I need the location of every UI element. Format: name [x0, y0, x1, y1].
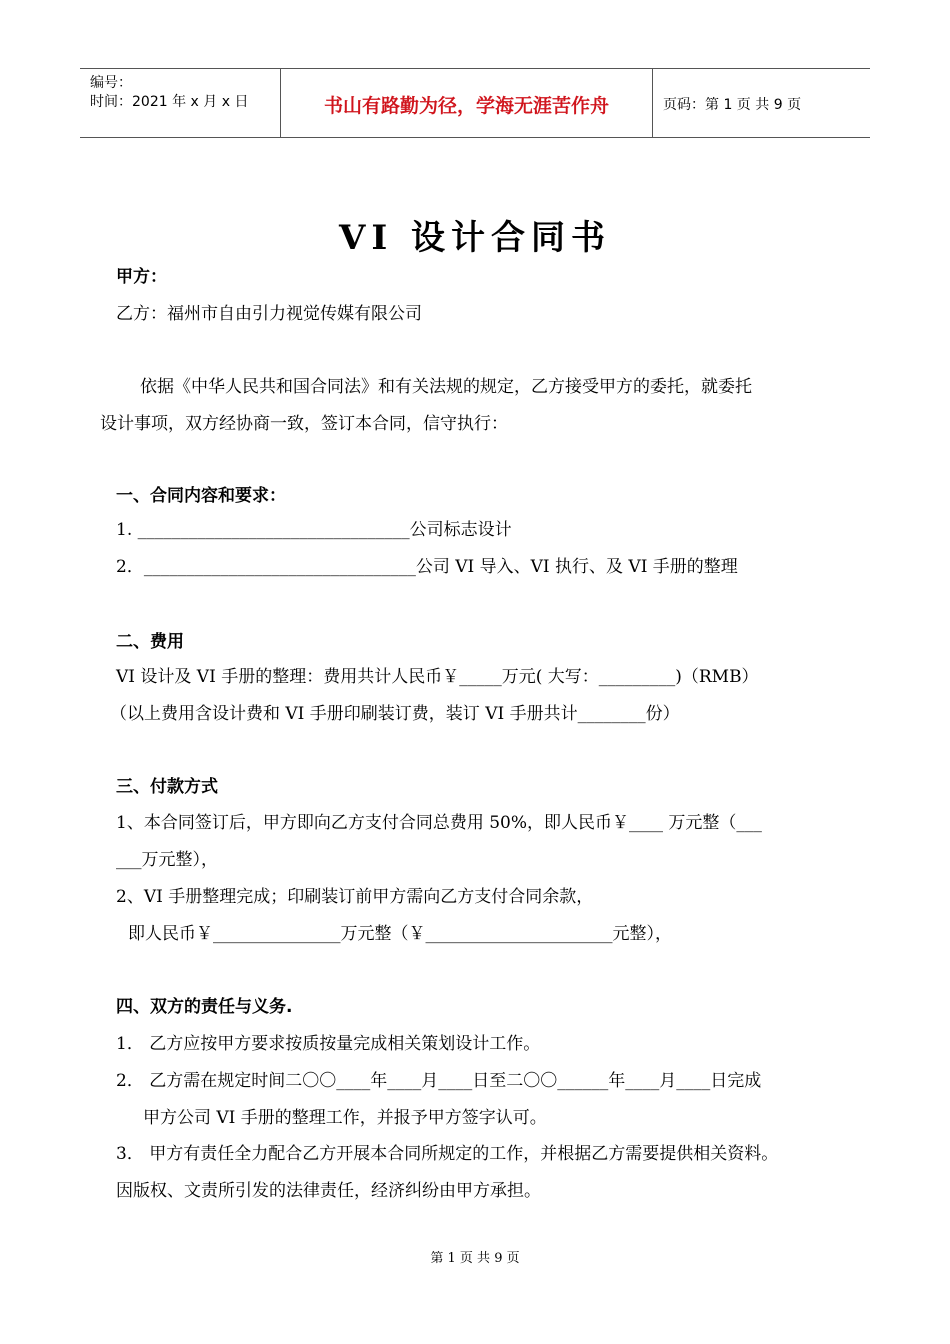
section4-line-3: 甲方公司 VI 手册的整理工作，并报予甲方签字认可。: [143, 1108, 547, 1128]
section3-line-4: 即人民币￥_______________万元整（￥______________________元整），: [128, 924, 672, 944]
section4-heading: 四、双方的责任与义务.: [116, 997, 293, 1017]
section3-line-1: 1、本合同签订后，甲方即向乙方支付合同总费用 50%，即人民币￥____ 万元整（___: [116, 813, 762, 833]
section4-line-1: 1． 乙方应按甲方要求按质按量完成相关策划设计工作。: [116, 1034, 541, 1054]
page-info: 页码：第 1 页 共 9 页: [663, 97, 802, 113]
section4-line-4: 3． 甲方有责任全力配合乙方开展本合同所规定的工作，并根据乙方需要提供相关资料。: [116, 1144, 779, 1164]
page-header: [80, 68, 870, 138]
section2-line-2: （以上费用含设计费和 VI 手册印刷装订费，装订 VI 手册共计________份）: [110, 704, 680, 724]
intro-line-1: 依据《中华人民共和国合同法》和有关法规的规定，乙方接受甲方的委托，就委托: [140, 377, 752, 397]
time-label: 时间：2021 年 x 月 x 日: [90, 94, 249, 110]
section3-line-3: 2、VI 手册整理完成；印刷装订前甲方需向乙方支付合同余款，: [116, 887, 594, 907]
page-footer: 第 1 页 共 9 页: [430, 1251, 520, 1266]
party-b: 乙方：福州市自由引力视觉传媒有限公司: [116, 304, 422, 324]
header-meta-cell: [80, 69, 281, 137]
section3-line-2: ___万元整），: [116, 850, 218, 870]
motto: 书山有路勤为径，学海无涯苦作舟: [323, 95, 609, 117]
section2-line-1: VI 设计及 VI 手册的整理：费用共计人民币￥_____万元( 大写：_________)（RMB）: [116, 667, 759, 687]
document-title: VI 设计合同书: [338, 218, 612, 258]
section3-heading: 三、付款方式: [116, 777, 218, 797]
intro-line-2: 设计事项，双方经协商一致，签订本合同，信守执行：: [100, 414, 508, 434]
number-label: 编号：: [90, 75, 132, 91]
party-a: 甲方：: [116, 267, 167, 287]
header-page-cell: [653, 69, 870, 137]
section4-line-2: 2． 乙方需在规定时间二〇〇____年____月____日至二〇〇______年____月____日完成: [116, 1071, 762, 1091]
section4-line-5: 因版权、文责所引发的法律责任，经济纠纷由甲方承担。: [116, 1181, 541, 1201]
section2-heading: 二、费用: [116, 632, 184, 652]
section1-item-2: 2．________________________________公司 VI 导入、VI 执行、及 VI 手册的整理: [116, 557, 738, 577]
header-motto-cell: [281, 69, 653, 137]
section1-item-1: 1. ________________________________公司标志设计: [116, 520, 512, 540]
section1-heading: 一、合同内容和要求：: [116, 486, 286, 506]
